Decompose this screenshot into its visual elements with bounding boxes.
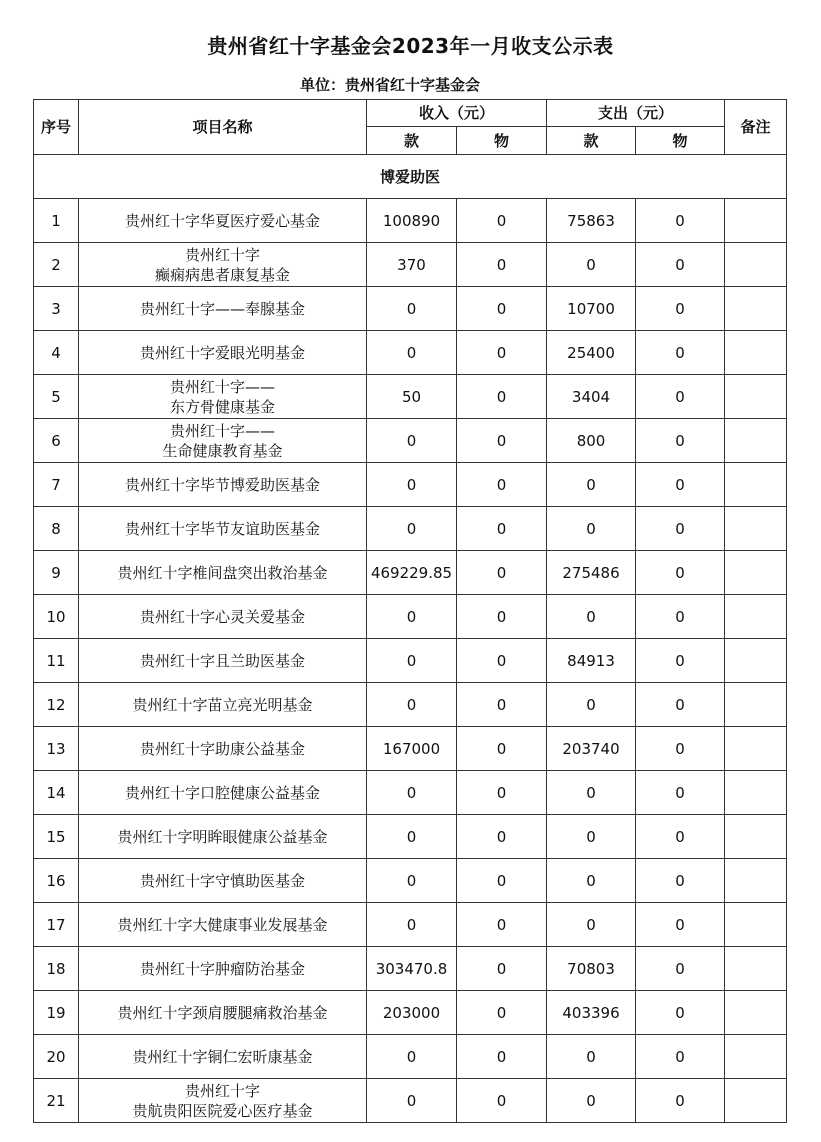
cell-expense-money: 403396: [547, 991, 636, 1035]
table-row: [34, 727, 787, 771]
cell-expense-money: 0: [547, 243, 636, 287]
cell-project-name: 贵州红十字口腔健康公益基金: [79, 771, 367, 815]
cell-expense-money: 0: [547, 859, 636, 903]
cell-no: 11: [34, 639, 79, 683]
cell-no: 17: [34, 903, 79, 947]
cell-expense-goods: 0: [636, 815, 725, 859]
cell-no: 2: [34, 243, 79, 287]
cell-remark: [725, 1035, 787, 1079]
cell-income-goods: 0: [457, 199, 547, 243]
cell-no: 19: [34, 991, 79, 1035]
cell-expense-money: 0: [547, 507, 636, 551]
cell-income-money: 0: [367, 287, 457, 331]
cell-remark: [725, 375, 787, 419]
cell-no: 18: [34, 947, 79, 991]
cell-income-money: 0: [367, 463, 457, 507]
cell-income-money: 167000: [367, 727, 457, 771]
cell-project-name: 贵州红十字明眸眼健康公益基金: [79, 815, 367, 859]
cell-income-goods: 0: [457, 727, 547, 771]
cell-expense-goods: 0: [636, 287, 725, 331]
cell-expense-goods: 0: [636, 243, 725, 287]
cell-income-goods: 0: [457, 771, 547, 815]
cell-expense-money: 203740: [547, 727, 636, 771]
header-name: 项目名称: [79, 100, 367, 155]
cell-remark: [725, 727, 787, 771]
header-row-1: [34, 100, 787, 127]
cell-expense-money: 75863: [547, 199, 636, 243]
cell-remark: [725, 859, 787, 903]
cell-income-goods: 0: [457, 903, 547, 947]
cell-expense-goods: 0: [636, 683, 725, 727]
cell-project-name: 贵州红十字—— 生命健康教育基金: [79, 419, 367, 463]
cell-income-goods: 0: [457, 1079, 547, 1123]
header-no: 序号: [34, 100, 79, 155]
cell-project-name: 贵州红十字颈肩腰腿痛救治基金: [79, 991, 367, 1035]
cell-expense-money: 275486: [547, 551, 636, 595]
cell-remark: [725, 771, 787, 815]
section-row: [34, 155, 787, 199]
cell-income-money: 0: [367, 683, 457, 727]
cell-no: 12: [34, 683, 79, 727]
cell-income-goods: 0: [457, 287, 547, 331]
table-row: [34, 859, 787, 903]
cell-project-name: 贵州红十字 贵航贵阳医院爱心医疗基金: [79, 1079, 367, 1123]
cell-no: 13: [34, 727, 79, 771]
header-income: 收入（元）: [367, 100, 547, 127]
table-row: [34, 1079, 787, 1123]
cell-expense-money: 25400: [547, 331, 636, 375]
cell-expense-goods: 0: [636, 595, 725, 639]
cell-remark: [725, 903, 787, 947]
header-remark: 备注: [725, 100, 787, 155]
cell-remark: [725, 639, 787, 683]
cell-expense-goods: 0: [636, 639, 725, 683]
cell-expense-goods: 0: [636, 419, 725, 463]
cell-remark: [725, 551, 787, 595]
cell-income-money: 370: [367, 243, 457, 287]
cell-no: 1: [34, 199, 79, 243]
cell-expense-goods: 0: [636, 1079, 725, 1123]
cell-remark: [725, 595, 787, 639]
cell-remark: [725, 243, 787, 287]
cell-expense-money: 0: [547, 771, 636, 815]
cell-no: 16: [34, 859, 79, 903]
cell-income-goods: 0: [457, 815, 547, 859]
table-row: [34, 903, 787, 947]
cell-expense-money: 10700: [547, 287, 636, 331]
cell-expense-money: 0: [547, 1035, 636, 1079]
cell-expense-goods: 0: [636, 507, 725, 551]
cell-remark: [725, 331, 787, 375]
cell-income-money: 0: [367, 1035, 457, 1079]
header-expense-money: 款: [547, 127, 636, 155]
cell-project-name: 贵州红十字守慎助医基金: [79, 859, 367, 903]
cell-remark: [725, 1079, 787, 1123]
cell-no: 6: [34, 419, 79, 463]
cell-project-name: 贵州红十字苗立亮光明基金: [79, 683, 367, 727]
table-row: [34, 815, 787, 859]
cell-no: 3: [34, 287, 79, 331]
cell-income-goods: 0: [457, 551, 547, 595]
table-row: [34, 683, 787, 727]
table-row: [34, 375, 787, 419]
cell-remark: [725, 287, 787, 331]
section-title: 博爱助医: [34, 155, 787, 199]
table-row: [34, 947, 787, 991]
cell-income-money: 0: [367, 903, 457, 947]
cell-project-name: 贵州红十字—— 东方骨健康基金: [79, 375, 367, 419]
table-row: [34, 771, 787, 815]
cell-no: 7: [34, 463, 79, 507]
cell-income-money: 0: [367, 1079, 457, 1123]
cell-expense-goods: 0: [636, 375, 725, 419]
cell-income-goods: 0: [457, 419, 547, 463]
table-row: [34, 991, 787, 1035]
cell-expense-goods: 0: [636, 947, 725, 991]
cell-income-goods: 0: [457, 507, 547, 551]
cell-expense-goods: 0: [636, 903, 725, 947]
cell-expense-goods: 0: [636, 551, 725, 595]
cell-project-name: 贵州红十字铜仁宏昕康基金: [79, 1035, 367, 1079]
cell-income-money: 0: [367, 639, 457, 683]
cell-income-goods: 0: [457, 991, 547, 1035]
cell-expense-money: 0: [547, 815, 636, 859]
cell-remark: [725, 419, 787, 463]
cell-expense-goods: 0: [636, 199, 725, 243]
table-row: [34, 243, 787, 287]
cell-income-money: 0: [367, 507, 457, 551]
cell-project-name: 贵州红十字大健康事业发展基金: [79, 903, 367, 947]
cell-no: 4: [34, 331, 79, 375]
cell-project-name: 贵州红十字心灵关爱基金: [79, 595, 367, 639]
cell-project-name: 贵州红十字毕节友谊助医基金: [79, 507, 367, 551]
cell-project-name: 贵州红十字华夏医疗爱心基金: [79, 199, 367, 243]
cell-project-name: 贵州红十字且兰助医基金: [79, 639, 367, 683]
cell-expense-money: 0: [547, 1079, 636, 1123]
cell-no: 10: [34, 595, 79, 639]
cell-income-money: 0: [367, 419, 457, 463]
cell-expense-money: 0: [547, 903, 636, 947]
table-row: [34, 1035, 787, 1079]
cell-income-money: 50: [367, 375, 457, 419]
cell-income-money: 0: [367, 859, 457, 903]
cell-income-money: 100890: [367, 199, 457, 243]
cell-remark: [725, 507, 787, 551]
cell-no: 5: [34, 375, 79, 419]
cell-project-name: 贵州红十字爱眼光明基金: [79, 331, 367, 375]
cell-remark: [725, 683, 787, 727]
cell-income-money: 469229.85: [367, 551, 457, 595]
cell-expense-money: 800: [547, 419, 636, 463]
page-title: 贵州省红十字基金会2023年一月收支公示表: [207, 34, 614, 58]
cell-no: 15: [34, 815, 79, 859]
cell-expense-money: 0: [547, 463, 636, 507]
cell-income-money: 0: [367, 771, 457, 815]
cell-expense-goods: 0: [636, 859, 725, 903]
header-expense-goods: 物: [636, 127, 725, 155]
header-expense: 支出（元）: [547, 100, 725, 127]
table-row: [34, 639, 787, 683]
cell-no: 8: [34, 507, 79, 551]
cell-income-goods: 0: [457, 683, 547, 727]
cell-project-name: 贵州红十字——奉腺基金: [79, 287, 367, 331]
cell-no: 21: [34, 1079, 79, 1123]
cell-remark: [725, 199, 787, 243]
header-income-goods: 物: [457, 127, 547, 155]
cell-income-money: 0: [367, 595, 457, 639]
cell-remark: [725, 815, 787, 859]
cell-income-goods: 0: [457, 859, 547, 903]
cell-income-money: 0: [367, 815, 457, 859]
table-row: [34, 287, 787, 331]
table-row: [34, 463, 787, 507]
unit-line: 单位：贵州省红十字基金会: [300, 76, 481, 94]
cell-income-goods: 0: [457, 1035, 547, 1079]
cell-income-goods: 0: [457, 243, 547, 287]
cell-remark: [725, 463, 787, 507]
table-row: [34, 199, 787, 243]
cell-income-money: 303470.8: [367, 947, 457, 991]
cell-no: 9: [34, 551, 79, 595]
cell-project-name: 贵州红十字肿瘤防治基金: [79, 947, 367, 991]
cell-project-name: 贵州红十字椎间盘突出救治基金: [79, 551, 367, 595]
cell-income-money: 203000: [367, 991, 457, 1035]
cell-project-name: 贵州红十字毕节博爱助医基金: [79, 463, 367, 507]
cell-expense-goods: 0: [636, 727, 725, 771]
cell-expense-goods: 0: [636, 331, 725, 375]
cell-expense-goods: 0: [636, 771, 725, 815]
cell-expense-money: 0: [547, 683, 636, 727]
cell-income-goods: 0: [457, 947, 547, 991]
cell-income-goods: 0: [457, 639, 547, 683]
cell-no: 14: [34, 771, 79, 815]
cell-income-goods: 0: [457, 331, 547, 375]
cell-expense-money: 3404: [547, 375, 636, 419]
cell-project-name: 贵州红十字助康公益基金: [79, 727, 367, 771]
cell-remark: [725, 991, 787, 1035]
cell-expense-money: 70803: [547, 947, 636, 991]
cell-expense-goods: 0: [636, 1035, 725, 1079]
cell-expense-goods: 0: [636, 463, 725, 507]
table-row: [34, 419, 787, 463]
cell-income-goods: 0: [457, 463, 547, 507]
finance-table: [33, 99, 787, 1123]
table-row: [34, 331, 787, 375]
header-income-money: 款: [367, 127, 457, 155]
cell-income-goods: 0: [457, 595, 547, 639]
table-row: [34, 595, 787, 639]
cell-income-goods: 0: [457, 375, 547, 419]
cell-expense-money: 84913: [547, 639, 636, 683]
cell-expense-goods: 0: [636, 991, 725, 1035]
cell-remark: [725, 947, 787, 991]
cell-no: 20: [34, 1035, 79, 1079]
cell-project-name: 贵州红十字 癫痫病患者康复基金: [79, 243, 367, 287]
cell-income-money: 0: [367, 331, 457, 375]
table-row: [34, 551, 787, 595]
table-row: [34, 507, 787, 551]
cell-expense-money: 0: [547, 595, 636, 639]
